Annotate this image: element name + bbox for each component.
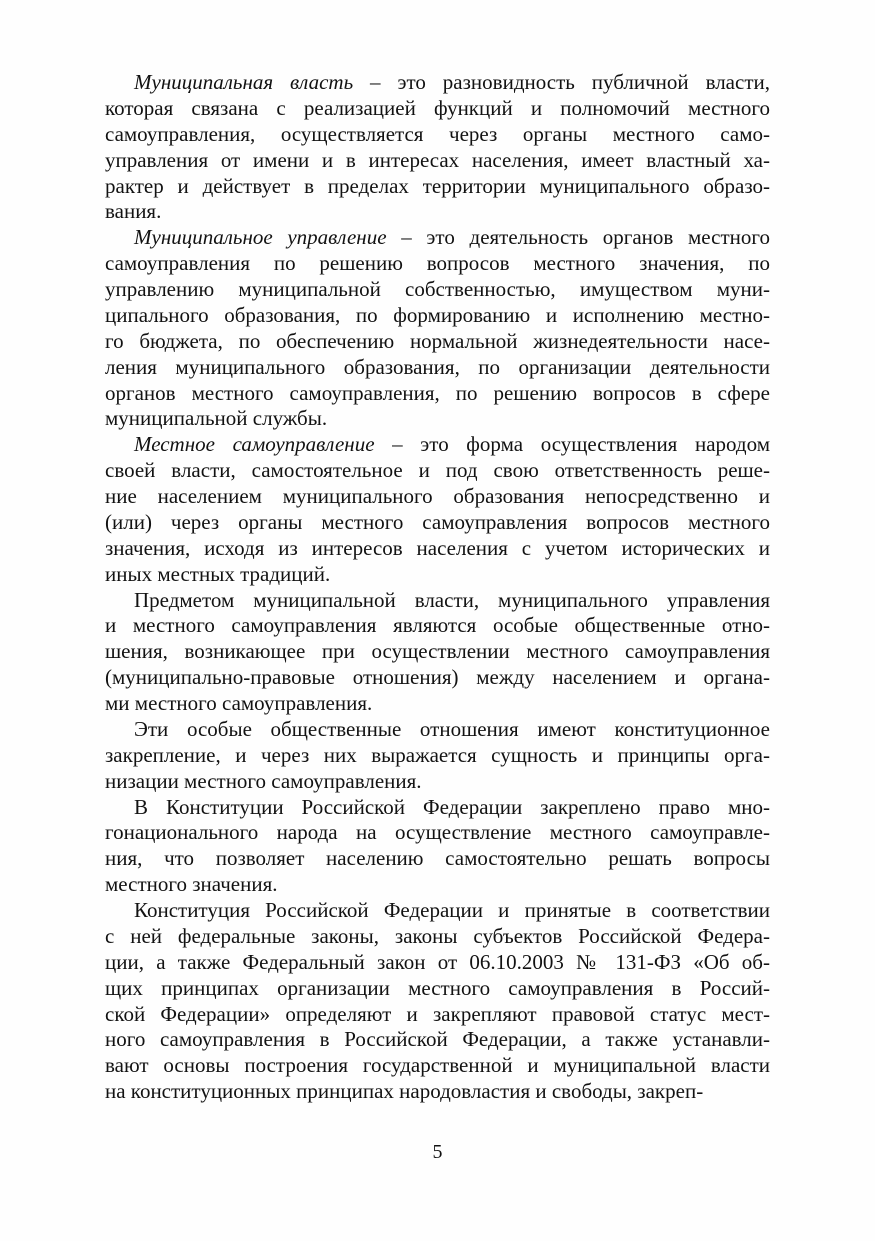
text-line: рактер и действует в пределах территории муниципального образо- bbox=[105, 173, 770, 198]
text-line: Конституция Российской Федерации и принятые в соответствии bbox=[134, 898, 770, 922]
text-line: которая связана с реализацией функций и полномочий местного bbox=[105, 95, 770, 120]
paragraph bbox=[105, 795, 770, 899]
text-line: шения, возникающее при осуществлении местного самоуправления bbox=[105, 639, 770, 664]
text-line: щих принципах организации местного самоуправления в Россий- bbox=[105, 975, 770, 1000]
text-line: ми местного самоуправления. bbox=[105, 691, 373, 715]
text-line: ния, что позволяет населению самостоятельно решать вопросы bbox=[105, 846, 770, 871]
text-line: вания. bbox=[105, 199, 162, 224]
text-line: ние населением муниципального образования непосредственно и bbox=[105, 484, 770, 508]
text-line: ципального образования, по формированию и исполнению местно- bbox=[105, 302, 770, 327]
text-line: с ней федеральные законы, законы субъектов Российской Федера- bbox=[105, 923, 770, 948]
text-line: Местное самоуправление – это форма осуществления народом bbox=[134, 432, 770, 457]
paragraph bbox=[105, 432, 770, 587]
page-number: 5 bbox=[432, 1141, 443, 1163]
text-line: муниципальной службы. bbox=[105, 406, 328, 431]
text-line: ного самоуправления в Российской Федерации, а также устанавли- bbox=[105, 1027, 770, 1052]
text-line: самоуправления по решению вопросов местного значения, по bbox=[105, 251, 770, 276]
text-line: управления от имени и в интересах населения, имеет властный ха- bbox=[105, 147, 770, 172]
text-line: управлению муниципальной собственностью, имуществом муни- bbox=[105, 277, 770, 301]
text-line: гонационального народа на осуществление местного самоуправле- bbox=[105, 820, 770, 845]
text-line: на конституционных принципах народовластия и свободы, закреп- bbox=[105, 1079, 704, 1104]
text-line: местного значения. bbox=[105, 872, 278, 897]
paragraph bbox=[105, 898, 770, 1105]
text-line: го бюджета, по обеспечению нормальной жизнедеятельности насе- bbox=[105, 328, 770, 353]
text-line: своей власти, самостоятельное и под свою ответственность реше- bbox=[105, 458, 770, 483]
text-line: самоуправления, осуществляется через органы местного само- bbox=[105, 121, 770, 146]
text-line: вают основы построения государственной и муниципальной власти bbox=[105, 1053, 770, 1078]
text-line: Муниципальная власть – это разновидность публичной власти, bbox=[134, 70, 770, 94]
text-line: органов местного самоуправления, по решению вопросов в сфере bbox=[105, 380, 770, 405]
text-block bbox=[105, 70, 770, 1105]
text-line: Муниципальное управление – это деятельность органов местного bbox=[134, 225, 770, 250]
paragraph bbox=[105, 70, 770, 225]
paragraph bbox=[105, 588, 770, 717]
term-italic: Муниципальное управление bbox=[134, 225, 387, 250]
text-line: Эти особые общественные отношения имеют конституционное bbox=[134, 716, 770, 741]
text-line: низации местного самоуправления. bbox=[105, 768, 422, 793]
text-line: иных местных традиций. bbox=[105, 561, 331, 586]
text-line: ции, а также Федеральный закон от 06.10.2003 № 131-ФЗ «Об об- bbox=[105, 949, 770, 974]
text-line: значения, исходя из интересов населения с учетом исторических и bbox=[105, 535, 770, 560]
text-line: В Конституции Российской Федерации закреплено право мно- bbox=[134, 794, 770, 819]
text-line: ской Федерации» определяют и закрепляют правовой статус мест- bbox=[105, 1001, 770, 1026]
text-line: закрепление, и через них выражается сущность и принципы орга- bbox=[105, 742, 770, 767]
term-italic: Местное самоуправление bbox=[134, 432, 375, 457]
term-italic: Муниципальная власть bbox=[134, 70, 354, 94]
text-line: (муниципально-правовые отношения) между населением и органа- bbox=[105, 665, 770, 690]
text-line: (или) через органы местного самоуправления вопросов местного bbox=[105, 509, 770, 534]
text-line: и местного самоуправления являются особые общественные отно- bbox=[105, 613, 770, 638]
text-line: Предметом муниципальной власти, муниципального управления bbox=[134, 587, 770, 612]
paragraph bbox=[105, 717, 770, 795]
paragraph bbox=[105, 225, 770, 432]
text-line: ления муниципального образования, по организации деятельности bbox=[105, 354, 770, 379]
